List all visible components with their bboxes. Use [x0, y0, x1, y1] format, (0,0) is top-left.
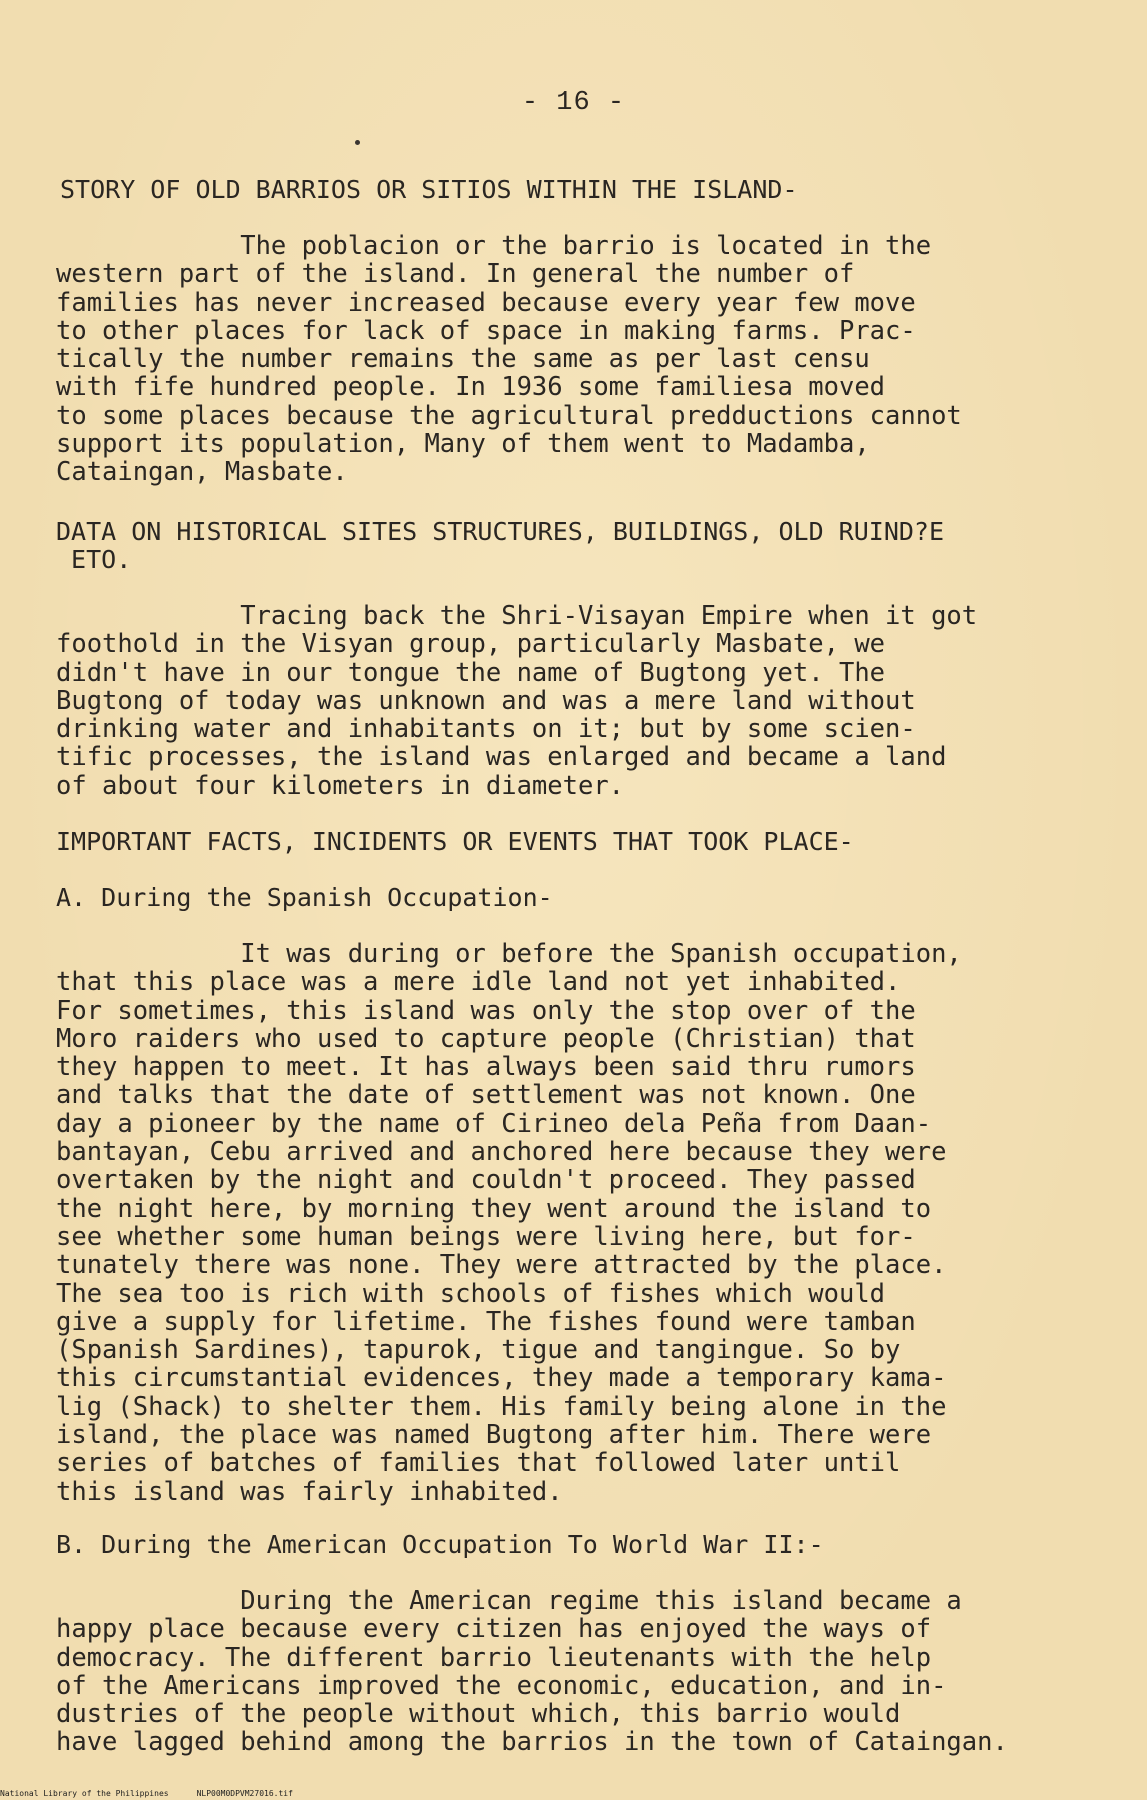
footer-library: National Library of the Philippines	[0, 1789, 169, 1798]
section-heading-important: IMPORTANT FACTS, INCIDENTS OR EVENTS THAT TOOK PLACE-	[56, 827, 854, 856]
paragraph-american-occupation: During the American regime this island became a happy place because every citizen has enjoyed the ways of democracy. The different barrio lieutenants with the help of the Americans improved the economic, education, and in- dustries of the people without which, this barrio would have lagged behind among the barrios in the town of Cataingan.	[56, 1586, 1008, 1758]
paragraph-poblacion: The poblacion or the barrio is located in the western part of the island. In general the number of families has never increased because every year few move to other places for lack of space in making farms. Prac- tically the number remains the same as per last censu with fife hundred people. In 1936 some familiesa moved to some places because the agricultural predductions cannot support its population, Many of them went to Madamba, Cataingan, Masbate.	[56, 231, 962, 488]
subheading-spanish-occupation: A. During the Spanish Occupation-	[56, 883, 553, 912]
footer-file-id: NLP00M0DPVM27016.tif	[196, 1789, 293, 1798]
section-heading-story: STORY OF OLD BARRIOS OR SITIOS WITHIN THE ISLAND-	[60, 175, 798, 204]
ink-dot	[355, 140, 360, 145]
subheading-american-occupation: B. During the American Occupation To World War II:-	[56, 1530, 824, 1559]
page-number: - 16 -	[521, 88, 626, 118]
section-heading-historical: DATA ON HISTORICAL SITES STRUCTURES, BUILDINGS, OLD RUIND?E ETO.	[56, 517, 945, 575]
paragraph-spanish-occupation: It was during or before the Spanish occupation, that this place was a mere idle land not yet inhabited. For sometimes, this island was only the stop over of the Moro raiders who used to capture people (Christian) that they happen to meet. It has always been said thru rumors and talks that the date of settlement was not known. One day a pioneer by the name of Cirineo dela Peña from Daan- bantayan, Cebu arrived and anchored here because they were overtaken by the night and couldn't proceed. They passed the night here, by morning they went around the island to see whether some human beings were living here, but for- tunately there was none. They were attracted by the place. The sea too is rich with schools of fishes which would give a supply for lifetime. The fishes found were tamban (Spanish Sardines), tapurok, tigue and tangingue. So by this circumstantial evidences, they made a temporary kama- lig (Shack) to shelter them. His family being alone in the island, the place was named Bugtong after him. There were series of batches of families that followed later until this island was fairly inhabited.	[56, 939, 962, 1507]
scan-footer	[0, 1788, 1147, 1800]
paragraph-tracing: Tracing back the Shri-Visayan Empire when it got foothold in the Visyan group, particularly Masbate, we didn't have in our tongue the name of Bugtong yet. The Bugtong of today was unknown and was a mere land without drinking water and inhabitants on it; but by some scien- tific processes, the island was enlarged and became a land of about four kilometers in diameter.	[56, 601, 978, 801]
